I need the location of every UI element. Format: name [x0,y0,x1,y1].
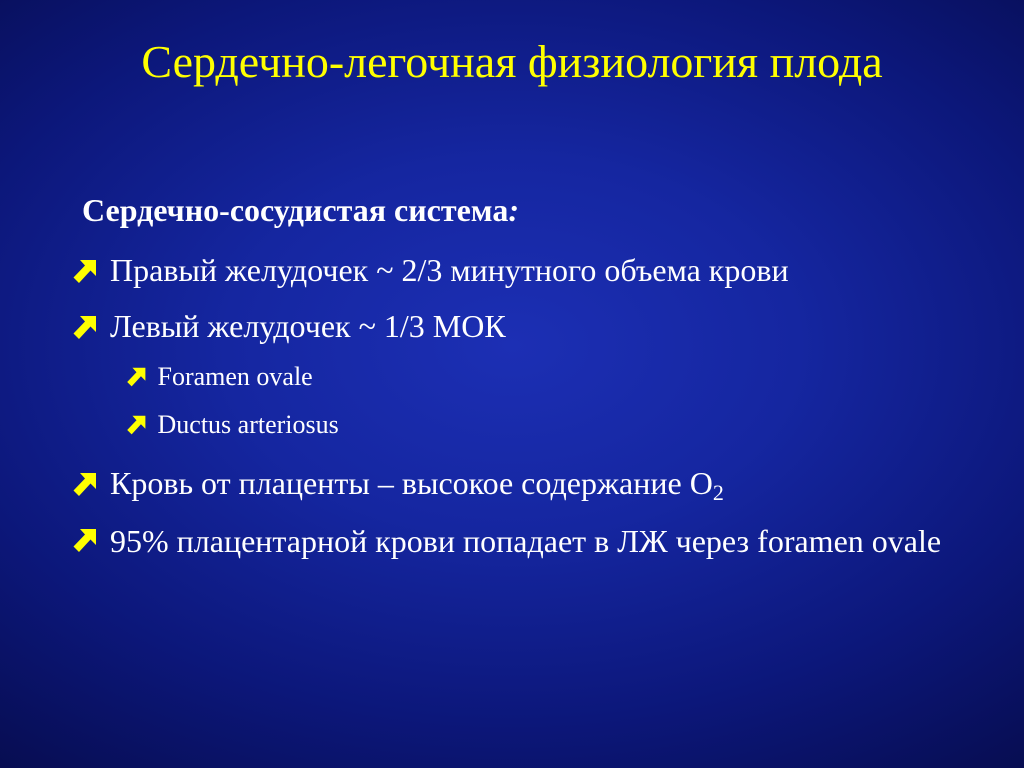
arrow-up-right-icon [126,367,151,388]
arrow-up-right-icon [72,528,102,554]
bullet-item [72,517,952,565]
bullet-item [72,461,724,505]
arrow-up-right-icon [72,315,102,341]
subheading-colon: : [508,192,520,228]
bullet-item [72,248,789,292]
slide-title: Сердечно-легочная физиология плода [141,36,883,87]
arrow-up-right-icon [126,415,151,436]
bullet-text: Кровь от плаценты – высокое содержание О [110,465,713,501]
section-subheading [82,188,519,232]
subscript-2: 2 [712,480,724,505]
bullet-text: 95% плацентарной крови попадает в ЛЖ через foramen ovale [110,523,942,559]
bullet-text: Левый желудочек ~ 1/3 МОК [110,308,506,344]
sub-bullet-item [126,359,313,395]
sub-bullet-item [126,407,339,443]
bullet-text: Правый желудочек ~ 2/3 минутного объема крови [110,252,789,288]
bullet-item [72,304,506,348]
arrow-up-right-icon [72,259,102,285]
arrow-up-right-icon [72,472,102,498]
sub-bullet-text: Foramen ovale [157,362,313,391]
subheading-text: Сердечно-сосудистая система [82,192,509,228]
sub-bullet-text: Ductus arteriosus [157,410,339,439]
